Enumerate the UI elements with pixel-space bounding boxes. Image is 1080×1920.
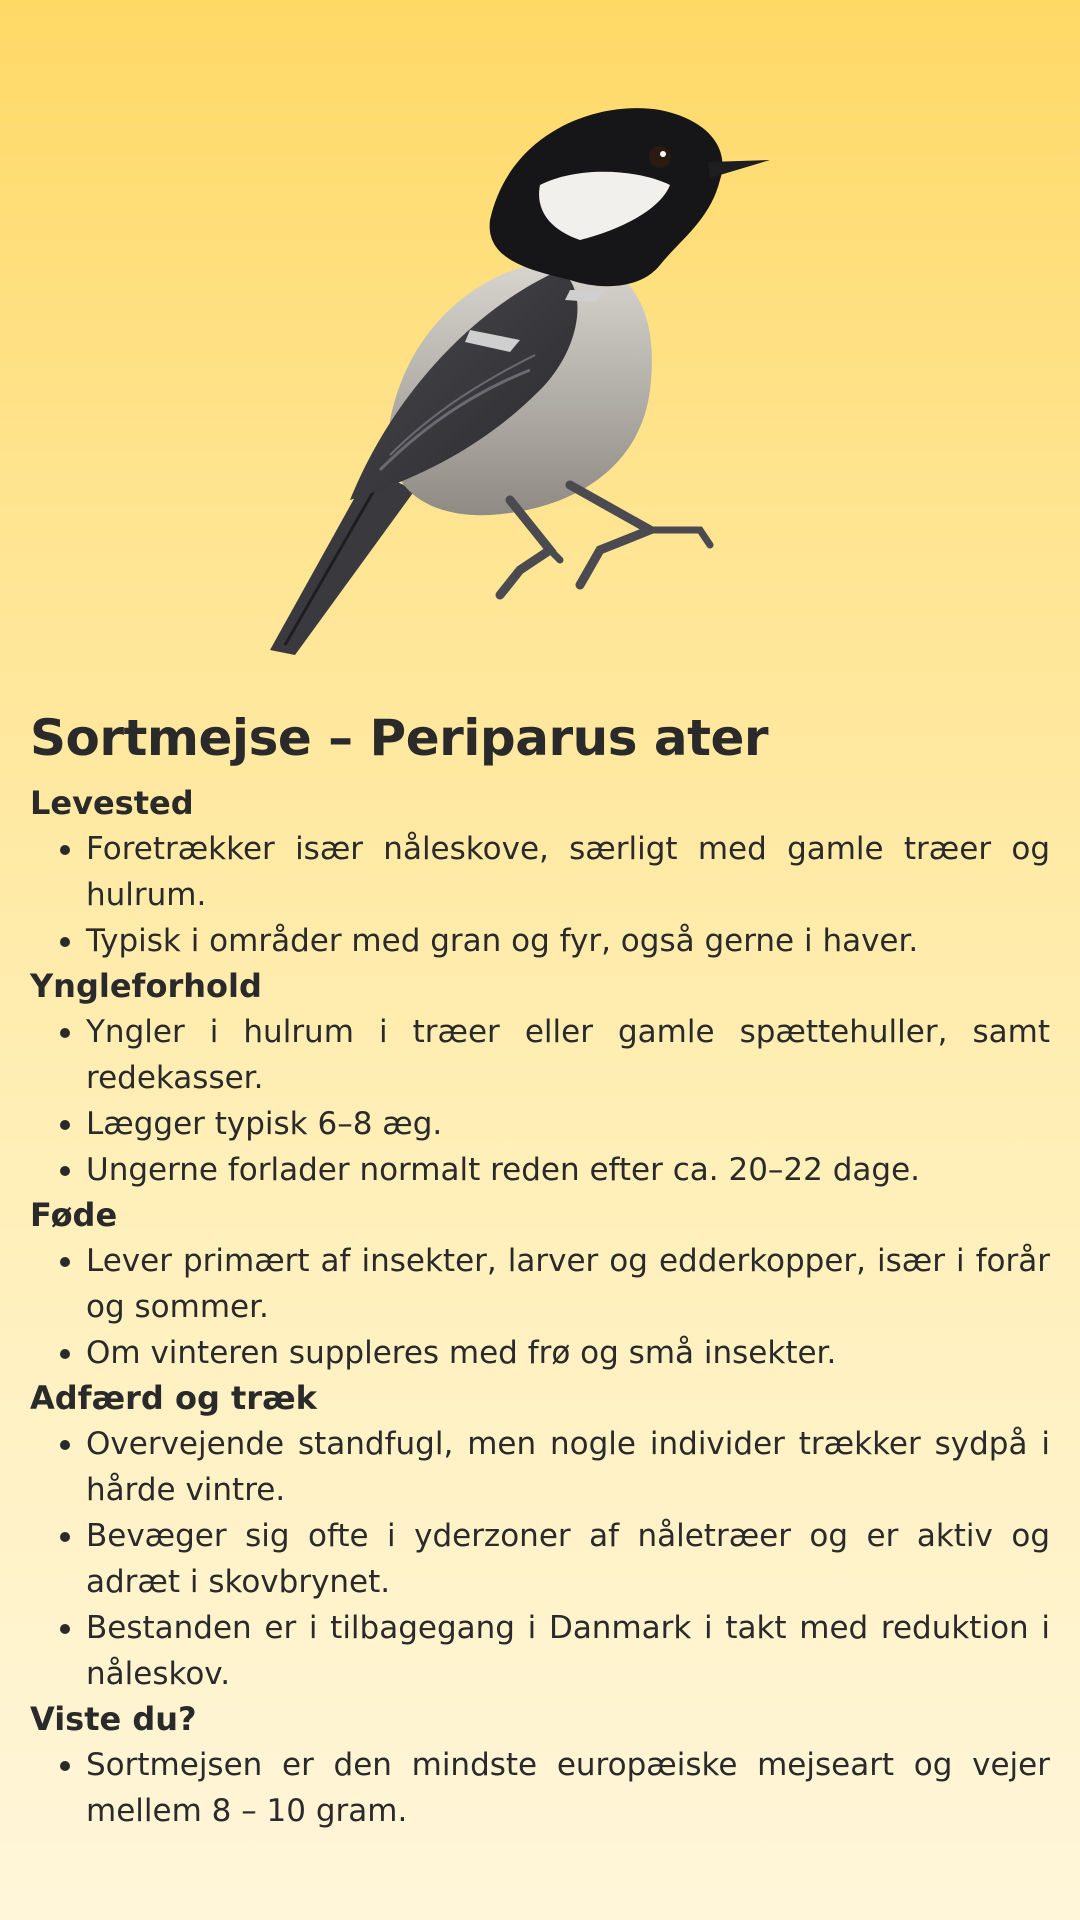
bullet-list bbox=[30, 1742, 1050, 1834]
section-levested bbox=[30, 781, 1050, 964]
bullet-list bbox=[30, 1009, 1050, 1193]
bullet-list bbox=[30, 826, 1050, 964]
list-item: Sortmejsen er den mindste europæiske mejseart og vejer mellem 8 – 10 gram. bbox=[86, 1742, 1050, 1834]
list-item: Bevæger sig ofte i yderzoner af nåletræer og er aktiv og adræt i skovbrynet. bbox=[86, 1513, 1050, 1605]
section-heading: Adfærd og træk bbox=[30, 1379, 317, 1417]
page-title: Sortmejse – Periparus ater bbox=[30, 709, 769, 767]
section-adfaerd-og-traek bbox=[30, 1376, 1050, 1697]
list-item: Lægger typisk 6–8 æg. bbox=[86, 1101, 1050, 1147]
hero-image-area bbox=[0, 0, 1080, 680]
section-fode bbox=[30, 1193, 1050, 1376]
section-heading: Levested bbox=[30, 784, 194, 822]
species-article bbox=[30, 705, 1050, 1834]
section-heading: Yngleforhold bbox=[30, 967, 262, 1005]
section-heading: Viste du? bbox=[30, 1700, 197, 1738]
list-item: Overvejende standfugl, men nogle individer trækker sydpå i hårde vintre. bbox=[86, 1421, 1050, 1513]
section-heading: Føde bbox=[30, 1196, 118, 1234]
section-viste-du bbox=[30, 1697, 1050, 1834]
bullet-list bbox=[30, 1238, 1050, 1376]
list-item: Foretrækker især nåleskove, særligt med gamle træer og hulrum. bbox=[86, 826, 1050, 918]
list-item: Om vinteren suppleres med frø og små insekter. bbox=[86, 1330, 1050, 1376]
list-item: Yngler i hulrum i træer eller gamle spættehuller, samt redekasser. bbox=[86, 1009, 1050, 1101]
list-item: Lever primært af insekter, larver og edderkopper, især i forår og sommer. bbox=[86, 1238, 1050, 1330]
coal-tit-bird-illustration bbox=[240, 90, 800, 670]
list-item: Bestanden er i tilbagegang i Danmark i takt med reduktion i nåleskov. bbox=[86, 1605, 1050, 1697]
list-item: Typisk i områder med gran og fyr, også gerne i haver. bbox=[86, 918, 1050, 964]
list-item: Ungerne forlader normalt reden efter ca. 20–22 dage. bbox=[86, 1147, 1050, 1193]
section-yngleforhold bbox=[30, 964, 1050, 1193]
bullet-list bbox=[30, 1421, 1050, 1697]
